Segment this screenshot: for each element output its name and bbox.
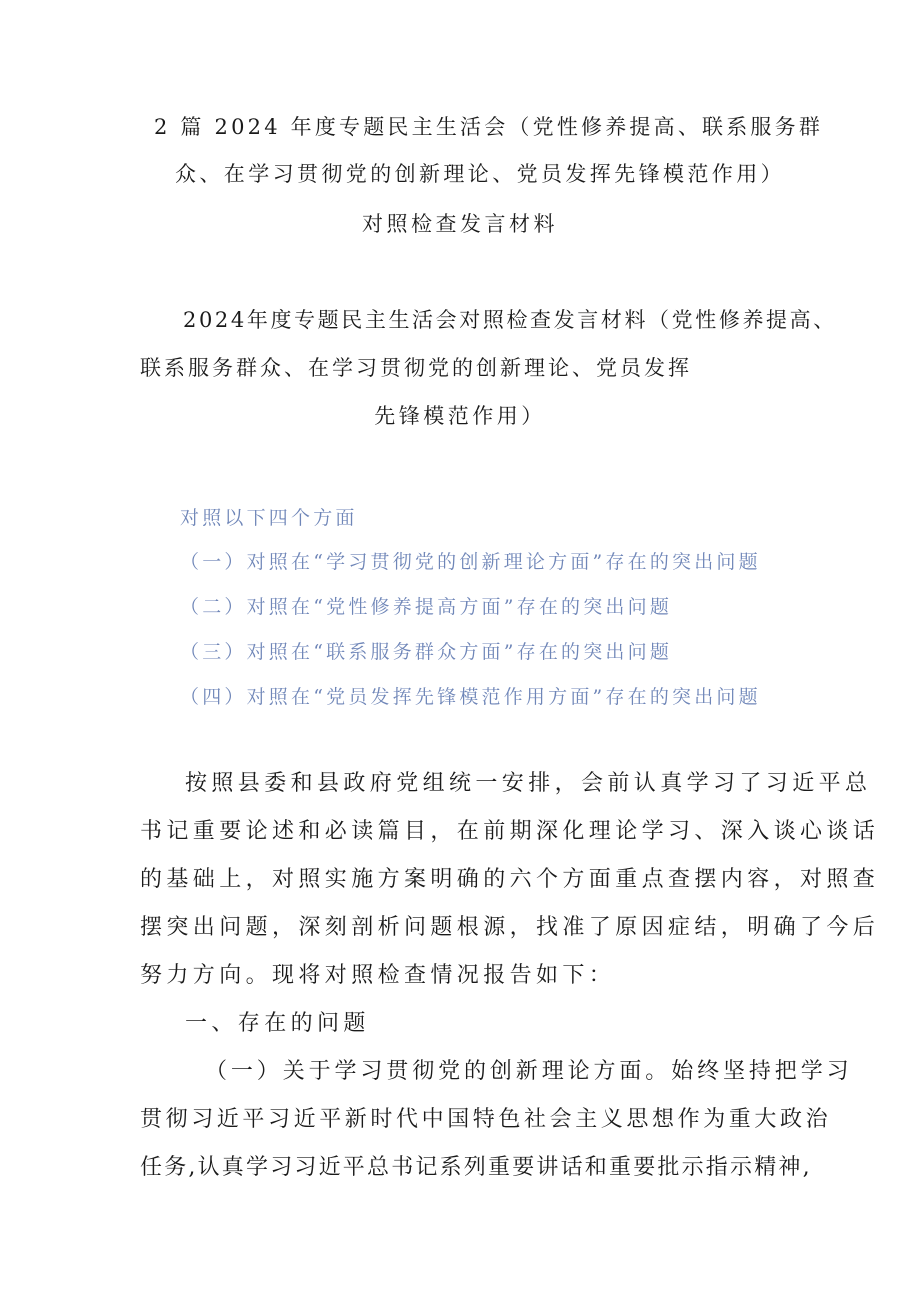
doc-title-line-1: 2 篇 2024 年度专题民主生活会（党性修养提高、联系服务群 [154,115,824,139]
sub-title-line-1: 2024年度专题民主生活会对照检查发言材料（党性修养提高、 [183,308,837,332]
sub-title-line-3: 先锋模范作用） [374,404,546,428]
toc-heading[interactable]: 对照以下四个方面 [180,507,358,529]
doc-title-line-3: 对照检查发言材料 [362,212,558,236]
intro-line: 的基础上，对照实施方案明确的六个方面重点查摆内容，对照查 [140,867,880,892]
doc-title-line-2: 众、在学习贯彻党的创新理论、党员发挥先锋模范作用） [175,162,785,186]
section-line: 贯彻习近平习近平新时代中国特色社会主义思想作为重大政治 [140,1107,832,1132]
toc-item[interactable]: （二）对照在“党性修养提高方面”存在的突出问题 [180,596,673,618]
intro-line: 摆突出问题，深刻剖析问题根源，找准了原因症结，明确了今后 [140,915,880,940]
toc-item[interactable]: （四）对照在“党员发挥先锋模范作用方面”存在的突出问题 [180,686,761,708]
sub-title-line-2: 联系服务群众、在学习贯彻党的创新理论、党员发挥 [140,356,692,380]
section-heading: 一、存在的问题 [185,1011,370,1036]
intro-line: 努力方向。现将对照检查情况报告如下： [140,963,616,988]
intro-line: 书记重要论述和必读篇目，在前期深化理论学习、深入谈心谈话 [140,819,880,844]
section-line: 任务,认真学习习近平总书记系列重要讲话和重要批示指示精神, [140,1155,812,1180]
intro-line: 按照县委和县政府党组统一安排，会前认真学习了习近平总 [185,771,872,796]
toc-item[interactable]: （一）对照在“学习贯彻党的创新理论方面”存在的突出问题 [180,551,761,573]
toc-item[interactable]: （三）对照在“联系服务群众方面”存在的突出问题 [180,641,673,663]
section-line: （一）关于学习贯彻党的创新理论方面。始终坚持把学习 [205,1059,853,1084]
